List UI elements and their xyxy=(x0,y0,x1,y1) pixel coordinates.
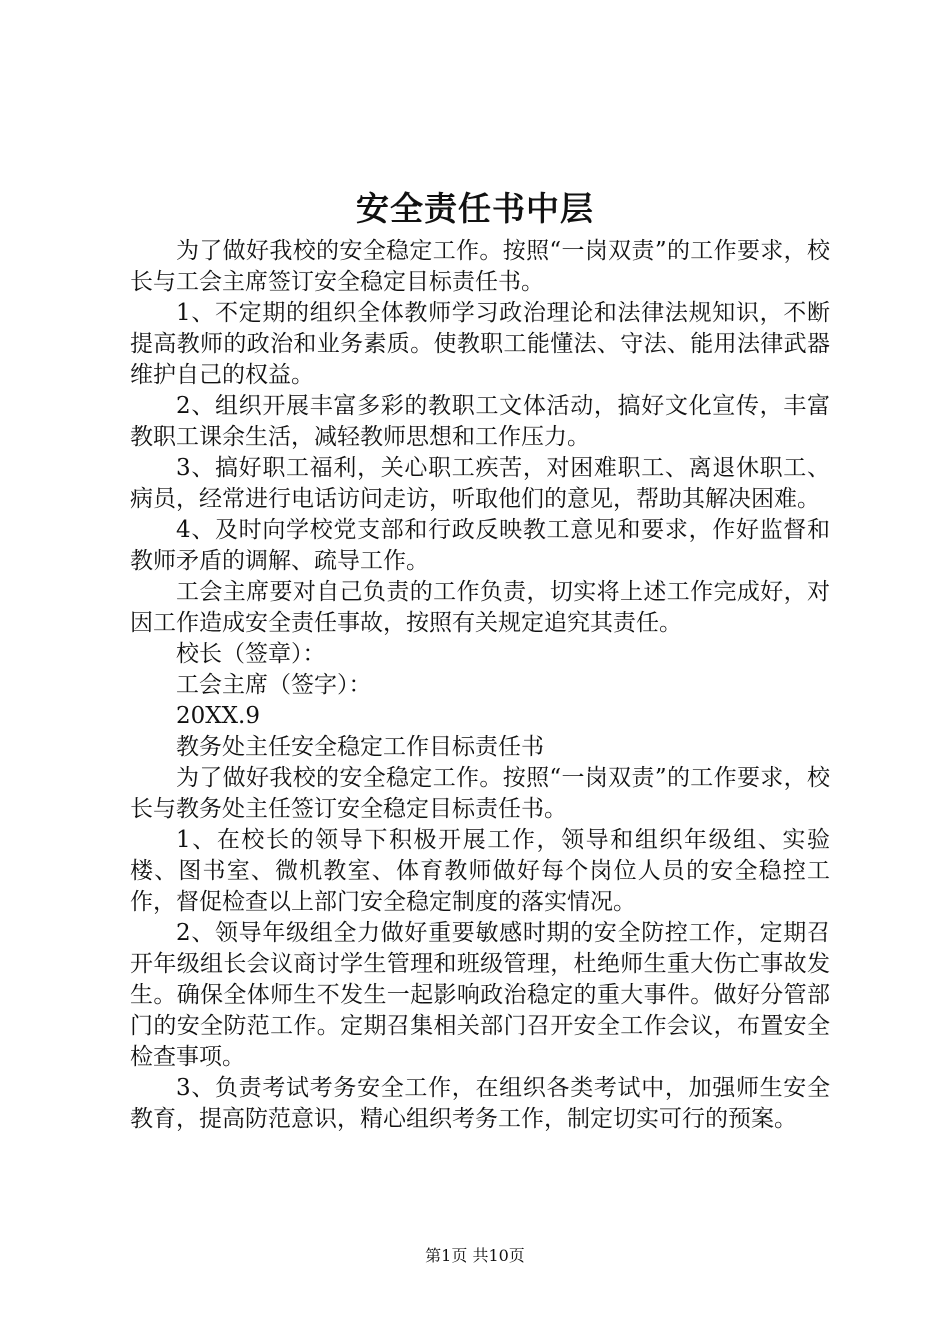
paragraph-item-2: 2、组织开展丰富多彩的教职工文体活动，搞好文化宣传，丰富教职工课余生活，减轻教师思想和工作压力。 xyxy=(130,393,830,450)
paragraph-item-1: 1、不定期的组织全体教师学习政治理论和法律法规知识，不断提高教师的政治和业务素质。使教职工能懂法、守法、能用法律武器维护自己的权益。 xyxy=(130,300,830,388)
paragraph-item-3: 3、搞好职工福利，关心职工疾苦，对困难职工、离退休职工、病员，经常进行电话访问走访，听取他们的意见，帮助其解决困难。 xyxy=(130,455,830,512)
paragraph-intro-1: 为了做好我校的安全稳定工作。按照“一岗双责”的工作要求，校长与工会主席签订安全稳定目标责任书。 xyxy=(130,238,830,295)
paragraph-responsibility: 工会主席要对自己负责的工作负责，切实将上述工作完成好，对因工作造成安全责任事故，按照有关规定追究其责任。 xyxy=(130,579,830,636)
paragraph-intro-2: 为了做好我校的安全稳定工作。按照“一岗双责”的工作要求，校长与教务处主任签订安全稳定目标责任书。 xyxy=(130,765,830,822)
document-body xyxy=(130,236,830,1135)
paragraph-section2-item-2: 2、领导年级组全力做好重要敏感时期的安全防控工作，定期召开年级组长会议商讨学生管理和班级管理，杜绝师生重大伤亡事故发生。确保全体师生不发生一起影响政治稳定的重大事件。做好分管部门的安全防范工作。定期召集相关部门召开安全工作会议，布置安全检查事项。 xyxy=(130,920,830,1070)
page-footer: 第1页 共10页 xyxy=(425,1246,525,1265)
section-heading: 教务处主任安全稳定工作目标责任书 xyxy=(176,734,544,760)
document-date: 20XX.9 xyxy=(176,703,260,729)
paragraph-section2-item-3: 3、负责考试考务安全工作，在组织各类考试中，加强师生安全教育，提高防范意识，精心组织考务工作，制定切实可行的预案。 xyxy=(130,1075,830,1132)
document-title: 安全责任书中层 xyxy=(356,189,594,228)
principal-signature-line: 校长（签章）： xyxy=(176,641,326,667)
union-chair-signature-line: 工会主席（签字）： xyxy=(176,672,372,698)
paragraph-section2-item-1: 1、在校长的领导下积极开展工作，领导和组织年级组、实验楼、图书室、微机教室、体育教师做好每个岗位人员的安全稳控工作，督促检查以上部门安全稳定制度的落实情况。 xyxy=(130,827,830,915)
paragraph-item-4: 4、及时向学校党支部和行政反映教工意见和要求，作好监督和教师矛盾的调解、疏导工作。 xyxy=(130,517,830,574)
